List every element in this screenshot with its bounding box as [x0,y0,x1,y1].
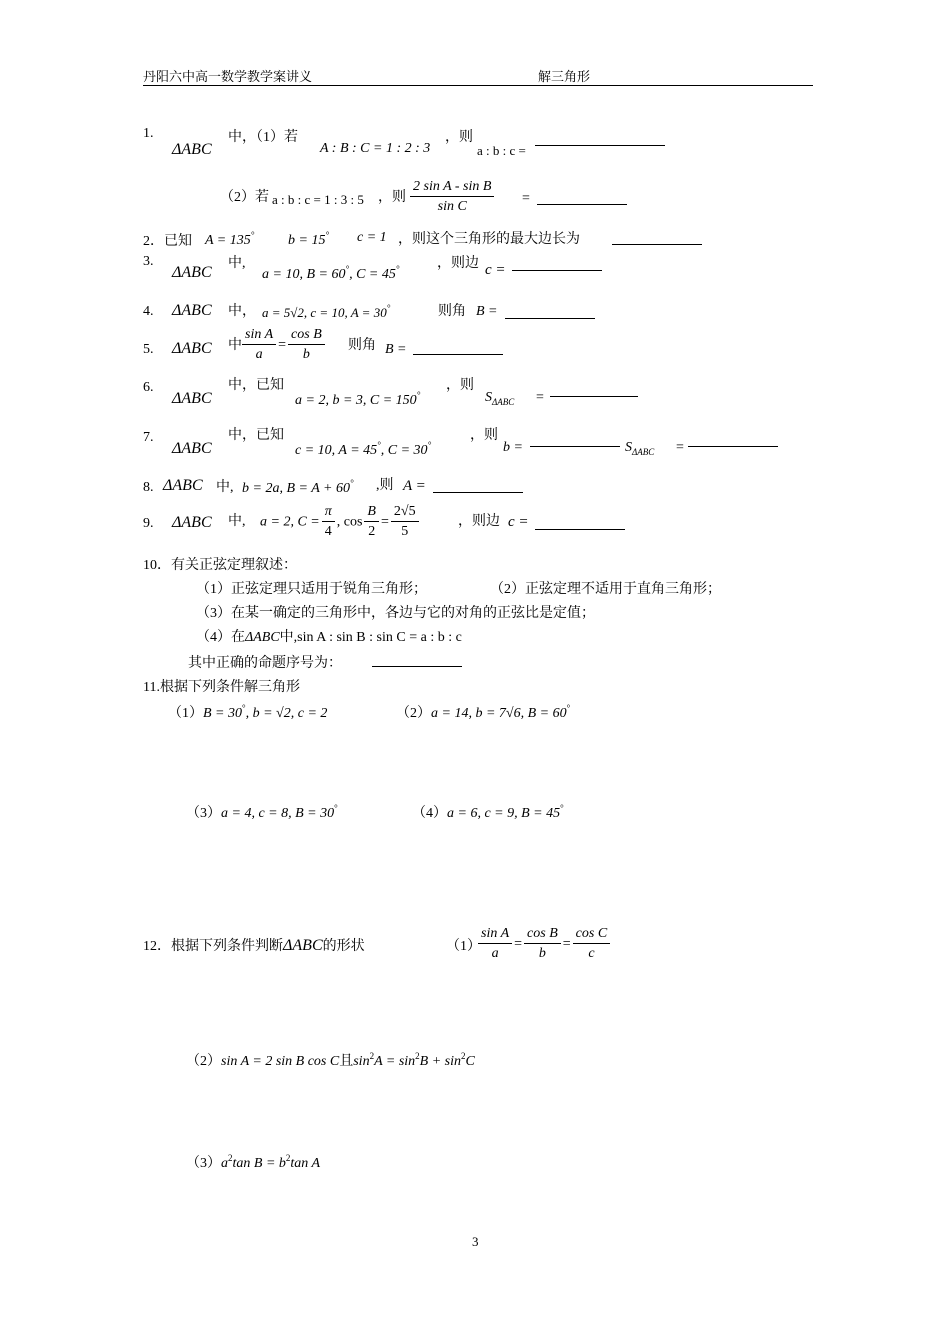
problem-3-answer-blank[interactable] [512,258,602,271]
problem-1-ask: a : b : c = [477,143,526,158]
problem-1-then: ，则 [445,130,473,145]
problem-3-number: 3. [143,254,154,269]
problem-1-text: 中，（1）若 [228,130,298,145]
problem-2-angle-a: A = 135° [205,230,255,248]
problem-3-condition: a = 10, B = 60°, C = 45° [262,264,400,282]
problem-12-case-2: （2）sin A = 2 sin B cos C且$\sin^2A = \sin^2B + \sin^2C$ [186,1051,475,1069]
problem-4-number: 4. [143,304,154,319]
problem-10-statement-1: （1）正弦定理只适用于锐角三角形； [196,582,427,597]
problem-5-tail: 则角 [348,338,376,353]
problem-2-answer-blank[interactable] [612,232,702,245]
problem-8-answer-blank[interactable] [433,480,523,493]
problem-4-answer-blank[interactable] [505,306,595,319]
problem-1-condition: A : B : C = 1 : 2 : 3 [320,141,431,156]
problem-12-case-1: $\frac{\text{sin A}}{a}$ = $\frac{\text{cos B}}{b}$ = $\frac{\text{cos C}}{c}$ [476,925,612,964]
problem-1-answer-blank[interactable] [535,133,665,146]
problem-1b-fraction [408,178,496,217]
problem-11-case-1: （1）B = 30°, b = √2, c = 2 [168,703,328,721]
header-rule [143,85,813,86]
problem-10-statement-2: （2）正弦定理不适用于直角三角形； [490,582,721,597]
problem-9-number: 9. [143,516,154,531]
problem-5-triangle: ΔABC [172,340,212,357]
problem-3-triangle: ΔABC [172,264,212,281]
problem-6-tail: ，则 [446,378,474,393]
problem-12-case-1-label: （1） [446,939,481,954]
problem-5-answer-blank[interactable] [413,342,503,355]
problem-4-tail: 则角 [438,304,466,319]
problem-1b-denominator: sin C [437,199,467,214]
problem-5-ask: B = [385,342,407,357]
problem-7-triangle: ΔABC [172,440,212,457]
problem-6-mid: 中，已知 [228,378,284,393]
problem-12-case-3: $(3)a^2\tan$ $B = b^2\tan$ A [186,1153,321,1171]
problem-5-equation: $\frac{\text{sin A}}{a}$ = $\frac{\text{cos B}}{b}$ [240,326,327,365]
problem-10-statement-4: （4）在ΔABC中,sin A : sin B : sin C = a : b : c [196,630,462,645]
problem-7-condition: c = 10, A = 45°, C = 30° [295,440,432,458]
problem-2-side-b: b = 15° [288,230,330,248]
problem-1b-answer-blank[interactable] [537,192,627,205]
problem-1b-eq: = [522,191,530,206]
problem-7-ask: b = [503,440,523,455]
page-number: 3 [472,1234,479,1249]
problem-9-triangle: ΔABC [172,514,212,531]
problem-6-number: 6. [143,380,154,395]
problem-3-tail: ，则边 [437,256,479,271]
problem-12-title: 12．根据下列条件判断ΔABC的形状 [143,937,365,954]
problem-2-tail: ，则这个三角形的最大边长为 [398,232,580,247]
problem-9-tail: ，则边 [458,514,500,529]
problem-9-mid: 中, [228,514,246,529]
problem-4-mid: 中， [228,304,256,319]
problem-3-mid: 中, [228,256,246,271]
problem-1-triangle: ΔABC [172,141,212,158]
problem-1b-label: （2）若 [220,190,269,205]
problem-7-mid: 中，已知 [228,428,284,443]
problem-6-answer-blank[interactable] [550,384,638,397]
problem-11-case-2: （2）a = 14, b = 7√6, B = 60° [396,703,571,721]
problem-6-eq: = [536,390,544,405]
problem-8-ask: A = [403,478,426,494]
problem-7-number: 7. [143,430,154,445]
problem-10-statement-3: （3）在某一确定的三角形中，各边与它的对角的正弦比是定值； [196,606,595,621]
problem-7-eq: = [676,440,684,455]
problem-4-condition: a = 5√2, c = 10, A = 30° [262,303,391,320]
problem-8-mid: 中, [216,480,234,495]
problem-2-side-c: c = 1 [357,230,387,245]
problem-6-ask: $S_{\Delta ABC}$ [485,390,515,407]
problem-7-answer-blank-b[interactable] [530,434,620,447]
problem-11-title: 11.根据下列条件解三角形 [143,680,300,695]
problem-11-case-3: （3）a = 4, c = 8, B = 30° [186,803,338,821]
problem-9-condition: a = 2, C = $\frac{\pi}{4}$ , cos $\frac{B}{2}$ = $\frac{2√5}{5}$ [260,503,421,542]
problem-4-triangle: ΔABC [172,302,212,319]
problem-9-ask: c = [508,514,529,530]
problem-5-number: 5. [143,342,154,357]
problem-1-number: 1. [143,126,154,141]
problem-8-condition: b = 2a, B = A + 60° [242,478,354,496]
problem-10-answer-blank[interactable] [372,654,462,667]
problem-8-tail: ,则 [376,478,394,493]
problem-7-tail: ，则 [470,428,498,443]
problem-8-number: 8. [143,480,154,495]
problem-6-triangle: ΔABC [172,390,212,407]
header-title: 丹阳六中高一数学教学案讲义 [143,69,313,84]
problem-6-condition: a = 2, b = 3, C = 150° [295,390,421,408]
problem-1b-condition: a : b : c = 1 : 3 : 5 [272,192,364,207]
problem-1b-numerator: 2 sin A - sin B [410,178,494,197]
problem-2-text: 2．已知 [143,234,192,249]
problem-3-ask: c = [485,262,506,278]
problem-7-answer-blank-s[interactable] [688,434,778,447]
problem-9-answer-blank[interactable] [535,517,625,530]
problem-7-ask-area: $S_{\Delta ABC}$ [625,440,655,457]
problem-11-case-4: （4）a = 6, c = 9, B = 45° [412,803,564,821]
problem-10-answer-label: 其中正确的命题序号为： [188,656,342,671]
problem-4-ask: B = [476,304,498,319]
header-subtitle: 解三角形 [538,69,591,84]
problem-10-title: 10．有关正弦定理叙述： [143,558,297,573]
problem-5-mid: 中 [228,338,242,353]
problem-1b-then: ，则 [378,190,406,205]
problem-8-triangle: ΔABC [163,477,203,494]
